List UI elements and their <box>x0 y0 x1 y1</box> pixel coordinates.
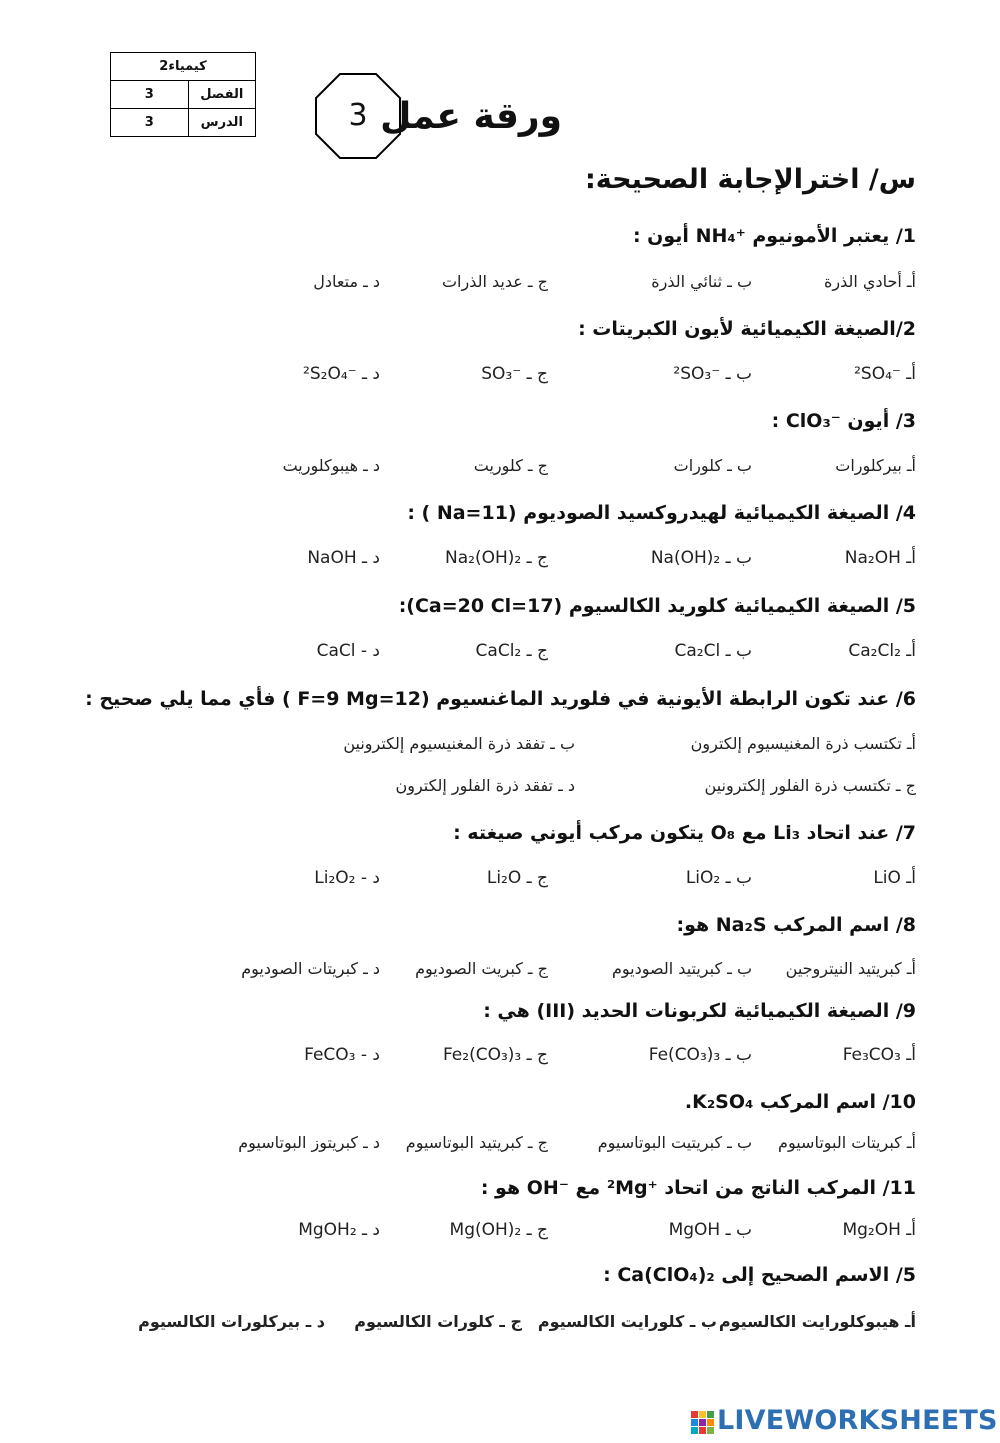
options-row-10 <box>0 1133 1000 1163</box>
sheet-number: 3 <box>348 98 368 133</box>
question-8: 8/ اسم المركب Na₂S هو: <box>676 914 916 936</box>
option-c[interactable]: ج ـ Na₂(OH)₂ <box>445 548 548 568</box>
option-c[interactable]: ج ـ CaCl₂ <box>475 641 548 661</box>
question-9: 9/ الصيغة الكيميائية لكربونات الحديد (III) هي : <box>483 1000 916 1022</box>
option-d[interactable]: د ـ ⁻²S₂O₄ <box>303 364 380 384</box>
option-b[interactable]: ب ـ كلورايت الكالسيوم <box>537 1312 717 1331</box>
option-c[interactable]: ج ـ Li₂O <box>486 868 548 888</box>
option-d[interactable]: د ـ MgOH₂ <box>298 1220 380 1240</box>
option-a[interactable]: أـ هيبوكلورايت الكالسيوم <box>718 1312 916 1331</box>
option-a[interactable]: أـ Fe₃CO₃ <box>842 1045 916 1065</box>
option-b[interactable]: ب ـ كلورات <box>673 456 752 475</box>
option-b[interactable]: ب ـ Fe(CO₃)₃ <box>648 1045 752 1065</box>
instruction: س/ اخترالإجابة الصحيحة: <box>584 164 916 195</box>
logo-mark-icon <box>691 1411 717 1435</box>
option-d[interactable]: د ـ متعادل <box>313 272 380 291</box>
question-6: 6/ عند تكون الرابطة الأيونية في فلوريد الماغنسيوم (F=9 Mg=12 ) فأي مما يلي صحيح : <box>85 688 916 710</box>
option-a[interactable]: أـ كبريتيد النيتروجين <box>785 959 916 978</box>
option-a[interactable]: أـ ⁻²SO₄ <box>854 364 916 384</box>
options-row-4 <box>0 548 1000 578</box>
option-c[interactable]: ج ـ عديد الذرات <box>441 272 548 291</box>
option-d[interactable]: د ـ NaOH <box>307 548 380 568</box>
option-a[interactable]: أـ كبريتات البوتاسيوم <box>778 1133 916 1152</box>
question-2: 2/الصيغة الكيميائية لأيون الكبريتات : <box>578 318 916 340</box>
option-b[interactable]: ب ـ ⁻²SO₃ <box>673 364 752 384</box>
brand-text: LIVEWORKSHEETS <box>717 1405 998 1436</box>
option-b[interactable]: ب ـ Na(OH)₂ <box>650 548 752 568</box>
option-a[interactable]: أـ Mg₂OH <box>842 1220 916 1240</box>
option-c[interactable]: ج ـ كلوريت <box>473 456 548 475</box>
options-row-12 <box>0 1312 1000 1342</box>
question-7: 7/ عند اتحاد Li₃ مع O₈ يتكون مركب أيوني صيغته : <box>453 822 916 844</box>
question-11: 11/ المركب الناتج من اتحاد ⁺²Mg مع ⁻OH هو : <box>480 1177 916 1199</box>
page-title: ورقة عمل <box>380 96 562 137</box>
options-row-5 <box>0 641 1000 671</box>
option-d[interactable]: د ـ هيبوكلوريت <box>282 456 380 475</box>
option-c[interactable]: ج ـ ⁻SO₃ <box>481 364 548 384</box>
question-1: 1/ يعتبر الأمونيوم ⁺NH₄ أيون : <box>632 225 916 247</box>
question-5: 5/ الصيغة الكيميائية كلوريد الكالسيوم (Ca=20 Cl=17): <box>398 595 916 617</box>
option-d[interactable]: د - Li₂O₂ <box>314 868 380 888</box>
option-c[interactable]: ج ـ كلورات الكالسيوم <box>354 1312 522 1331</box>
option-b[interactable]: ب ـ تفقد ذرة المغنيسيوم إلكترونين <box>343 734 575 753</box>
options-row-6b <box>0 776 1000 806</box>
option-d[interactable]: د ـ بيركلورات الكالسيوم <box>138 1312 325 1331</box>
option-d[interactable]: د ـ تفقد ذرة الفلور إلكترون <box>395 776 575 795</box>
option-b[interactable]: ب ـ ثنائي الذرة <box>651 272 752 291</box>
option-a[interactable]: أـ أحادي الذرة <box>824 272 916 291</box>
liveworksheets-logo[interactable] <box>691 1405 998 1437</box>
lesson-value: 3 <box>111 109 189 137</box>
options-row-6a <box>0 734 1000 764</box>
option-c[interactable]: ج ـ تكتسب ذرة الفلور إلكترونين <box>704 776 916 795</box>
chapter-value: 3 <box>111 81 189 109</box>
option-b[interactable]: ب ـ كبريتيت البوتاسيوم <box>597 1133 752 1152</box>
option-d[interactable]: د - CaCl <box>316 641 380 661</box>
lesson-label: الدرس <box>188 109 255 137</box>
option-a[interactable]: أـ LiO <box>873 868 916 888</box>
options-row-3 <box>0 456 1000 486</box>
question-10: 10/ اسم المركب K₂SO₄. <box>684 1091 916 1113</box>
options-row-8 <box>0 959 1000 989</box>
subject-cell: 2كيمياء <box>111 53 256 81</box>
option-a[interactable]: أـ بيركلورات <box>835 456 916 475</box>
question-4: 4/ الصيغة الكيميائية لهيدروكسيد الصوديوم (Na=11 ) : <box>407 502 916 524</box>
option-c[interactable]: ج ـ كبريت الصوديوم <box>415 959 548 978</box>
options-row-1 <box>0 272 1000 302</box>
info-table <box>110 52 256 137</box>
options-row-9 <box>0 1045 1000 1075</box>
question-3: 3/ أيون ⁻ClO₃ : <box>771 410 916 432</box>
option-c[interactable]: ج ـ Fe₂(CO₃)₃ <box>442 1045 548 1065</box>
option-b[interactable]: ب ـ Ca₂Cl <box>674 641 752 661</box>
option-b[interactable]: ب ـ LiO₂ <box>685 868 752 888</box>
options-row-11 <box>0 1220 1000 1250</box>
question-12: 5/ الاسم الصحيح إلى Ca(ClO₄)₂ : <box>603 1264 916 1286</box>
option-b[interactable]: ب ـ MgOH <box>668 1220 752 1240</box>
option-a[interactable]: أـ تكتسب ذرة المغنيسيوم إلكترون <box>690 734 916 753</box>
options-row-7 <box>0 868 1000 898</box>
chapter-label: الفصل <box>188 81 255 109</box>
options-row-2 <box>0 364 1000 394</box>
option-d[interactable]: د ـ كبريتات الصوديوم <box>241 959 380 978</box>
option-c[interactable]: ج ـ Mg(OH)₂ <box>449 1220 548 1240</box>
option-d[interactable]: د - FeCO₃ <box>304 1045 380 1065</box>
option-c[interactable]: ج ـ كبريتيد البوتاسيوم <box>405 1133 548 1152</box>
option-a[interactable]: أـ Na₂OH <box>844 548 916 568</box>
option-b[interactable]: ب ـ كبريتيد الصوديوم <box>612 959 752 978</box>
option-a[interactable]: أـ Ca₂Cl₂ <box>848 641 916 661</box>
option-d[interactable]: د ـ كبريتوز البوتاسيوم <box>238 1133 380 1152</box>
